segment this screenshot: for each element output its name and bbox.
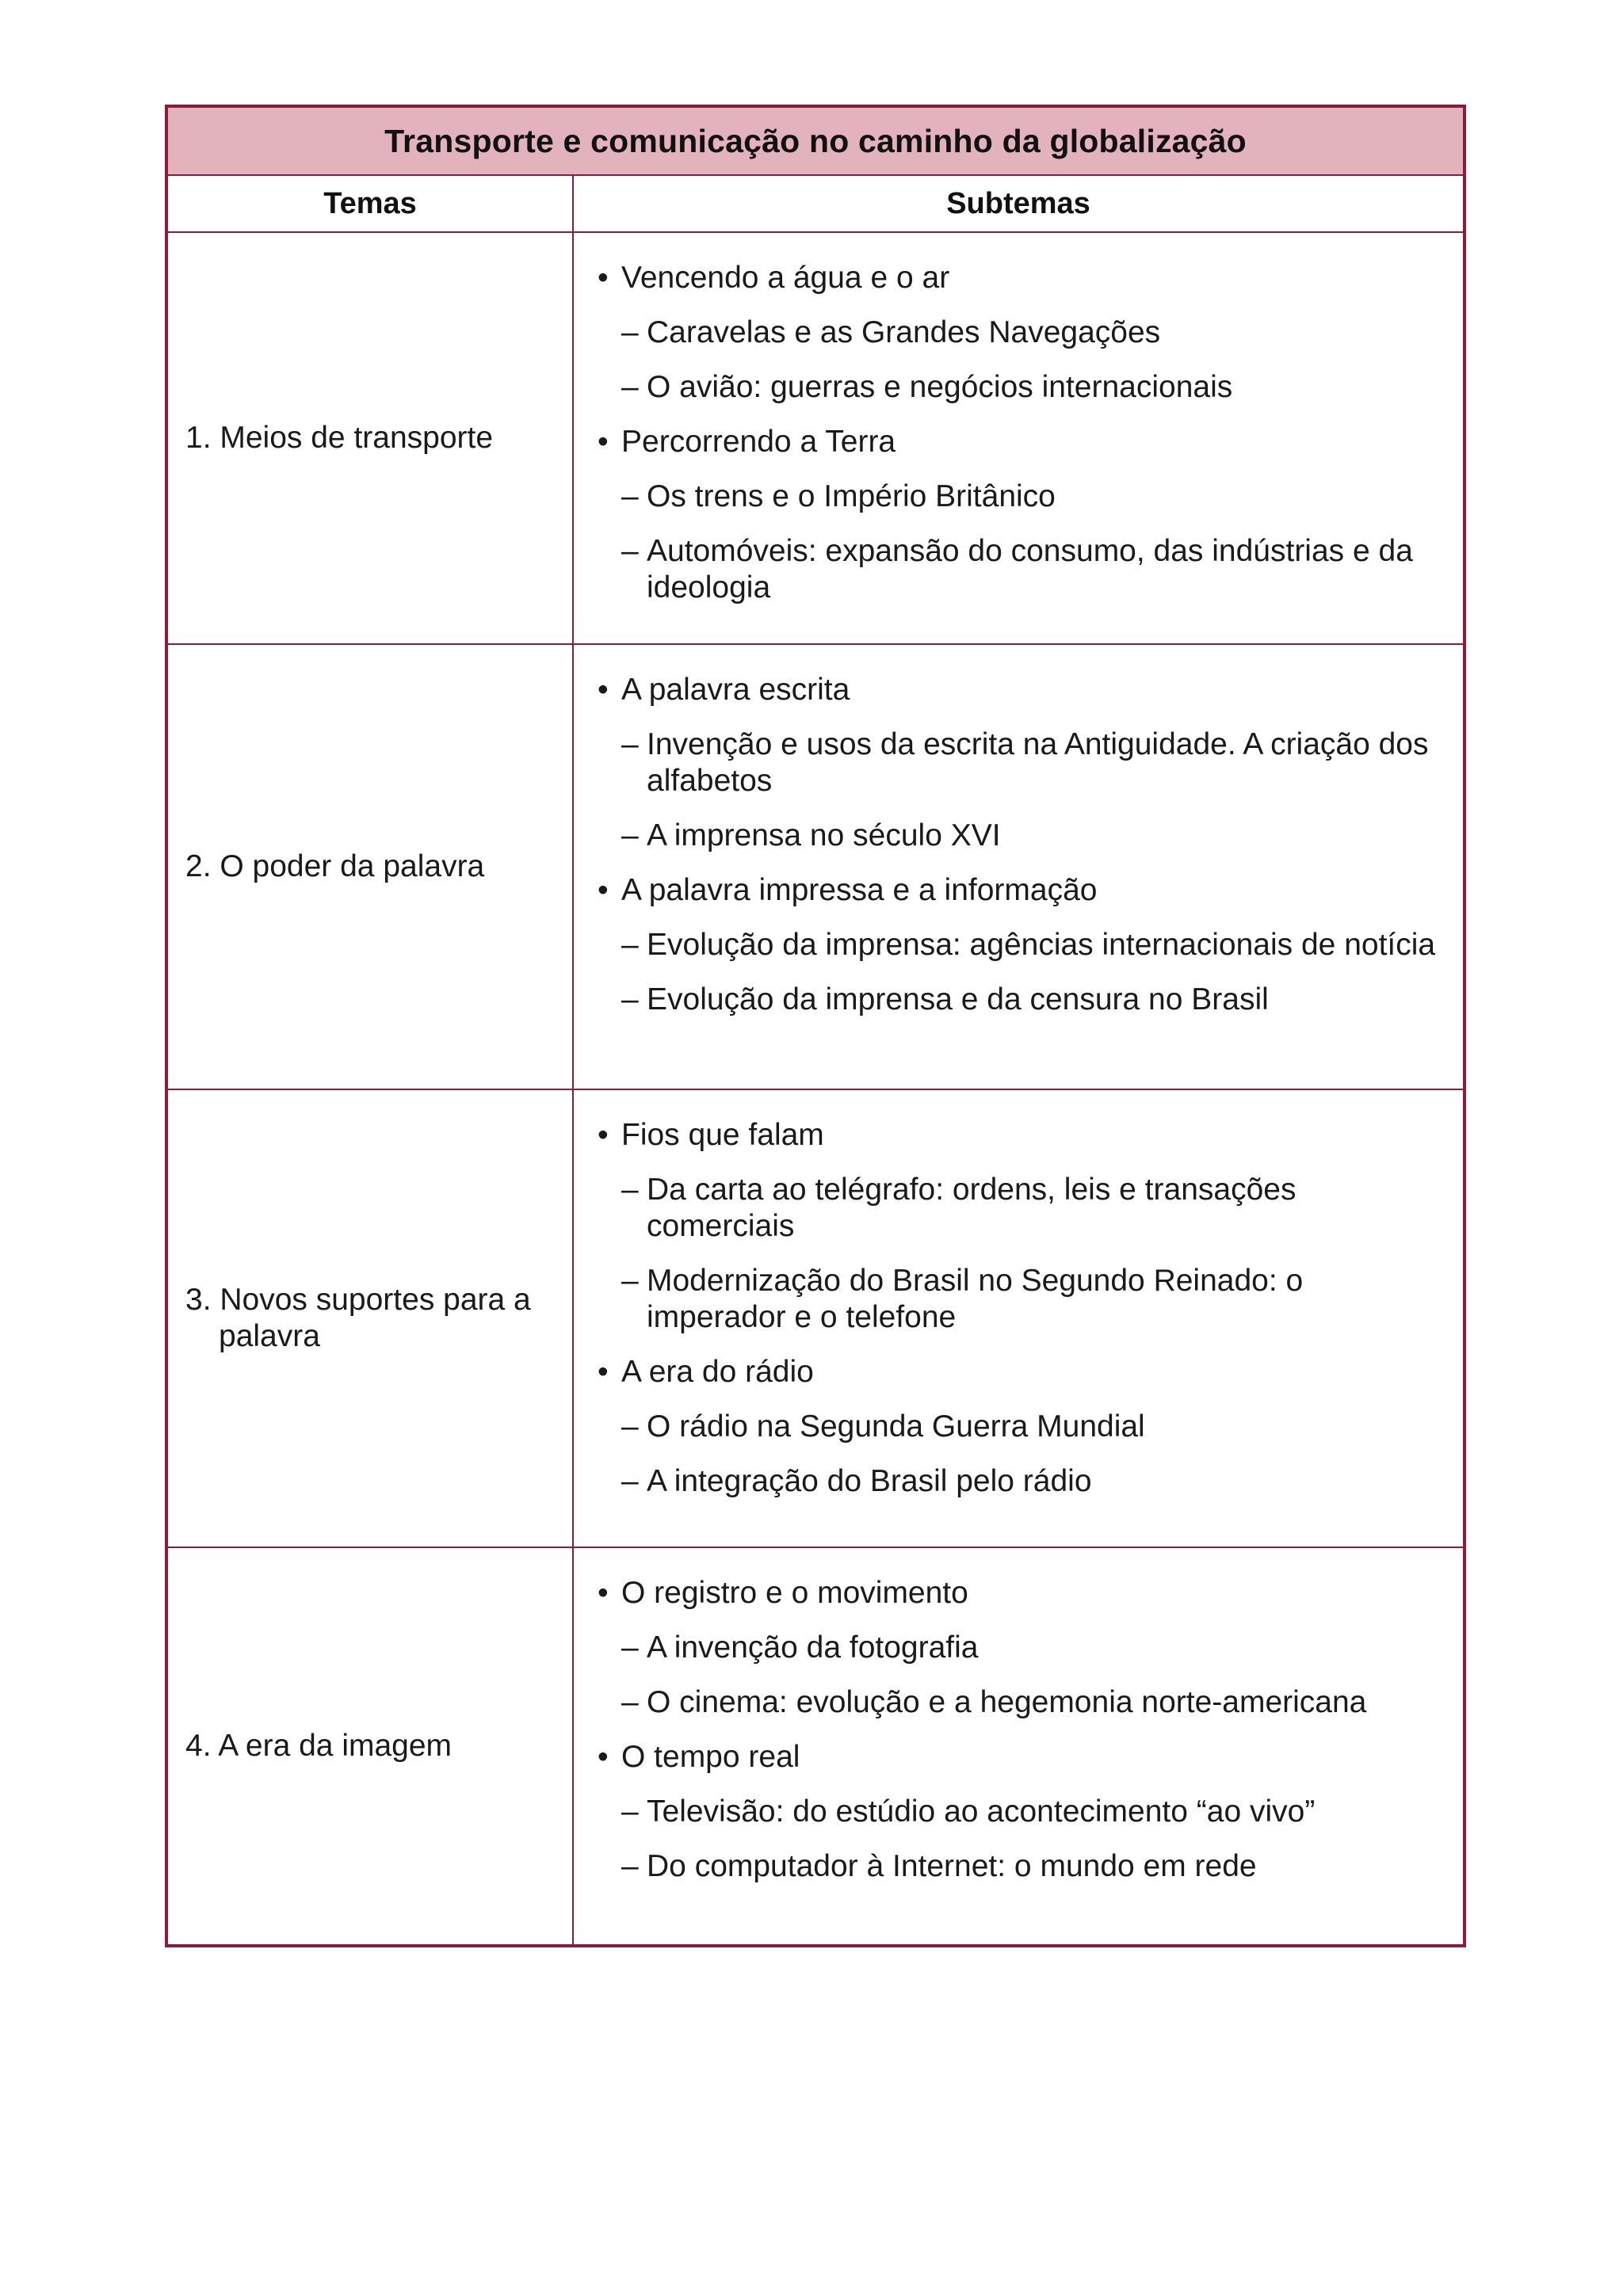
subtema-dash-item: – Modernização do Brasil no Segundo Reinado: o imperador e o telefone [621, 1264, 1304, 1334]
subtema-bullet: • A palavra impressa e a informação [598, 873, 1098, 907]
header-subtemas: Subtemas [946, 186, 1090, 220]
subtema-dash-item: – Televisão: do estúdio ao acontecimento “ao vivo” [621, 1794, 1316, 1829]
subtemas-cell [574, 1090, 1463, 1547]
subtema-dash-item: – Da carta ao telégrafo: ordens, leis e transações comerciais [621, 1173, 1296, 1243]
header-temas: Temas [168, 176, 574, 231]
subtema-bullet: • A era do rádio [598, 1355, 814, 1389]
tema-cell [168, 233, 574, 643]
table-row [168, 1090, 1463, 1548]
subtema-dash-item: – O avião: guerras e negócios internacionais [621, 370, 1233, 404]
subtema-bullet: • Percorrendo a Terra [598, 425, 896, 459]
subtema-dash-item: – A imprensa no século XVI [621, 818, 1001, 852]
subtema-bullet: • Vencendo a água e o ar [598, 261, 950, 295]
dash-icon: – [621, 727, 639, 761]
subtemas-cell [574, 645, 1463, 1089]
table-row [168, 1548, 1463, 1944]
table-title: Transporte e comunicação no caminho da globalização [168, 108, 1463, 176]
tema-cell [168, 645, 574, 1089]
bullet-icon: • [598, 1740, 609, 1774]
themes-table [165, 105, 1466, 1947]
table-row [168, 645, 1463, 1090]
dash-icon: – [621, 1173, 639, 1207]
bullet-icon: • [598, 1576, 609, 1610]
dash-icon: – [621, 1409, 639, 1444]
bullet-icon: • [598, 1355, 609, 1389]
tema-label: 3. Novos suportes para a palavra [185, 1283, 531, 1353]
dash-icon: – [621, 1794, 639, 1829]
subtema-dash-item: – Caravelas e as Grandes Navegações [621, 315, 1161, 349]
bullet-icon: • [598, 261, 609, 295]
tema-cell [168, 1548, 574, 1944]
subtema-bullet: • O registro e o movimento [598, 1576, 968, 1610]
subtema-dash-item: – Do computador à Internet: o mundo em rede [621, 1849, 1257, 1883]
dash-icon: – [621, 1849, 639, 1883]
tema-label: 4. A era da imagem [185, 1729, 453, 1763]
subtemas-cell [574, 1548, 1463, 1944]
subtema-dash-item: – A invenção da fotografia [621, 1630, 979, 1665]
dash-icon: – [621, 1630, 639, 1665]
dash-icon: – [621, 315, 639, 349]
subtema-dash-item: – Evolução da imprensa: agências internacionais de notícia [621, 928, 1436, 962]
table-header-row [168, 176, 1463, 233]
dash-icon: – [621, 928, 639, 962]
subtema-dash-item: – O rádio na Segunda Guerra Mundial [621, 1409, 1145, 1444]
dash-icon: – [621, 534, 639, 568]
tema-label: 1. Meios de transporte [185, 421, 494, 455]
subtema-dash-item: – Os trens e o Império Britânico [621, 479, 1056, 513]
subtema-dash-item: – O cinema: evolução e a hegemonia norte-americana [621, 1685, 1367, 1719]
dash-icon: – [621, 1685, 639, 1719]
tema-label: 2. O poder da palavra [185, 849, 485, 883]
subtema-dash-item: – Invenção e usos da escrita na Antiguidade. A criação dos alfabetos [621, 727, 1429, 798]
subtema-dash-item: – Automóveis: expansão do consumo, das indústrias e da ideologia [621, 534, 1413, 605]
dash-icon: – [621, 1264, 639, 1298]
subtema-bullet: • A palavra escrita [598, 673, 850, 707]
dash-icon: – [621, 479, 639, 513]
bullet-icon: • [598, 673, 609, 707]
bullet-icon: • [598, 873, 609, 907]
subtema-dash-item: – A integração do Brasil pelo rádio [621, 1464, 1092, 1498]
bullet-icon: • [598, 1118, 609, 1152]
dash-icon: – [621, 982, 639, 1016]
dash-icon: – [621, 818, 639, 852]
subtema-bullet: • O tempo real [598, 1740, 800, 1774]
tema-cell [168, 1090, 574, 1547]
subtemas-cell [574, 233, 1463, 643]
dash-icon: – [621, 370, 639, 404]
subtema-bullet: • Fios que falam [598, 1118, 824, 1152]
bullet-icon: • [598, 425, 609, 459]
table-row [168, 233, 1463, 645]
dash-icon: – [621, 1464, 639, 1498]
subtema-dash-item: – Evolução da imprensa e da censura no Brasil [621, 982, 1269, 1016]
